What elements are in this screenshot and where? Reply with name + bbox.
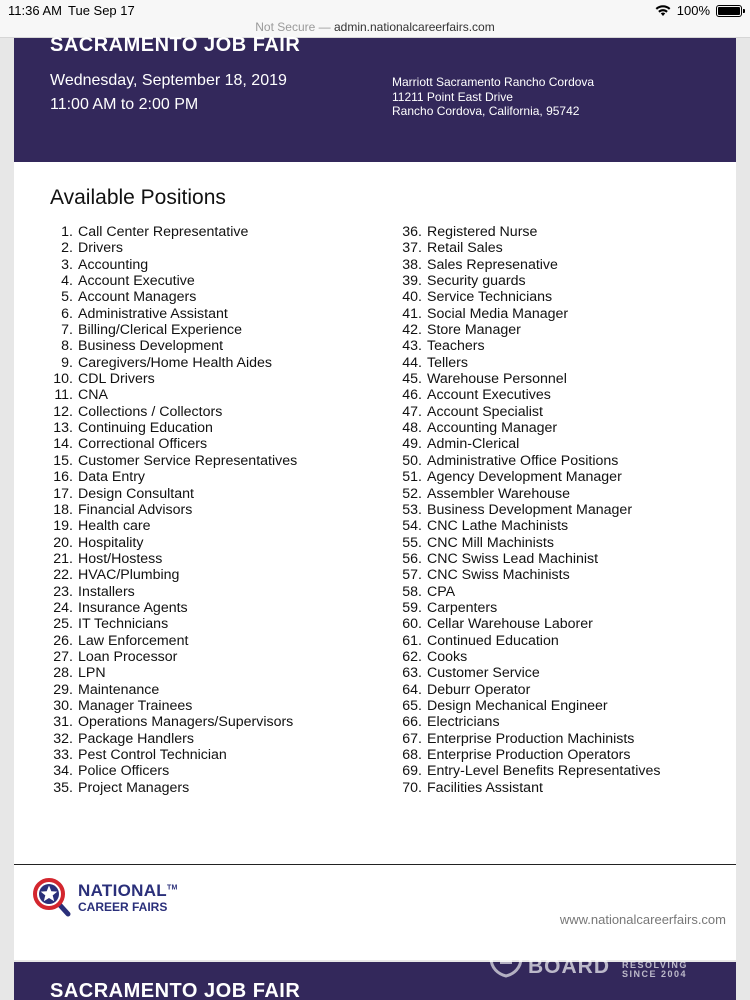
position-label: Operations Managers/Supervisors [78, 714, 294, 731]
position-number: 31. [53, 714, 73, 731]
position-label: Retail Sales [427, 240, 503, 257]
position-number: 34. [53, 763, 73, 780]
position-label: Store Manager [427, 322, 521, 339]
position-item [398, 322, 660, 338]
position-item [398, 682, 660, 698]
position-number: 64. [402, 681, 422, 698]
position-label: Call Center Representative [78, 224, 249, 240]
position-label: Account Executive [78, 273, 195, 290]
venue-street: 11211 Point East Drive [392, 90, 513, 104]
position-number: 66. [402, 714, 422, 731]
position-item [48, 453, 297, 469]
position-label: Business Development [78, 338, 224, 355]
position-label: Customer Service [427, 665, 540, 682]
position-item [48, 731, 297, 747]
position-number: 11. [54, 387, 73, 404]
position-number: 45. [402, 371, 422, 388]
wifi-icon [655, 5, 671, 17]
position-number: 68. [402, 747, 422, 763]
position-label: Package Handlers [78, 730, 194, 747]
venue-city: Rancho Cordova, California, 95742 [392, 104, 580, 118]
position-item [398, 763, 660, 779]
position-item [48, 535, 297, 551]
logo-national: NATIONAL [78, 880, 167, 900]
position-number: 56. [402, 550, 422, 567]
position-label: Correctional Officers [78, 436, 208, 453]
position-number: 61. [402, 632, 422, 649]
position-label: Host/Hostess [78, 550, 163, 567]
position-item [398, 731, 660, 747]
position-label: Design Mechanical Engineer [427, 697, 608, 714]
position-number: 44. [402, 354, 422, 371]
position-number: 18. [53, 501, 73, 518]
url-separator: — [315, 20, 334, 34]
position-item [48, 322, 297, 338]
position-number: 17. [53, 485, 73, 502]
position-label: Social Media Manager [427, 305, 569, 322]
position-number: 40. [402, 289, 422, 306]
position-label: Project Managers [78, 779, 190, 796]
position-label: CNC Mill Machinists [427, 534, 554, 551]
position-number: 1. [61, 224, 73, 240]
position-item [398, 469, 660, 485]
position-item [48, 502, 297, 518]
position-item [398, 404, 660, 420]
position-label: CNC Lathe Machinists [427, 518, 569, 535]
position-number: 60. [402, 616, 422, 633]
position-label: Hospitality [78, 534, 144, 551]
position-item [398, 257, 660, 273]
position-item [398, 747, 660, 763]
position-item [398, 355, 660, 371]
position-number: 22. [53, 567, 73, 584]
position-label: Loan Processor [78, 648, 178, 665]
watermark-line1: COMPLAINTS [528, 935, 671, 957]
position-item [48, 649, 297, 665]
position-label: Manager Trainees [78, 697, 193, 714]
position-item [48, 289, 297, 305]
position-number: 20. [53, 534, 73, 551]
position-label: Insurance Agents [78, 599, 188, 616]
position-label: Caregivers/Home Health Aides [78, 354, 272, 371]
position-item [398, 371, 660, 387]
position-label: Electricians [427, 714, 500, 731]
position-item [48, 469, 297, 485]
position-number: 2. [61, 240, 73, 257]
positions-list-left [48, 224, 297, 796]
position-number: 24. [53, 599, 73, 616]
position-label: IT Technicians [78, 616, 169, 633]
position-item [48, 780, 297, 796]
position-label: Enterprise Production Machinists [427, 730, 635, 747]
position-item [48, 616, 297, 632]
position-number: 25. [53, 616, 73, 633]
position-item [48, 355, 297, 371]
logo-trademark: TM [166, 883, 178, 891]
position-item [48, 436, 297, 452]
position-number: 38. [402, 256, 422, 273]
position-number: 16. [53, 469, 73, 486]
position-label: Health care [78, 518, 151, 535]
position-number: 43. [402, 338, 422, 355]
position-number: 41. [402, 305, 422, 322]
position-number: 50. [402, 452, 422, 469]
position-label: Financial Advisors [78, 501, 193, 518]
venue-name: Marriott Sacramento Rancho Cordova [392, 75, 595, 89]
position-number: 48. [402, 420, 422, 437]
position-item [398, 616, 660, 632]
position-number: 26. [53, 632, 73, 649]
security-label: Not Secure [255, 20, 316, 34]
position-item [398, 780, 660, 796]
position-label: Teachers [427, 338, 485, 355]
position-number: 9. [61, 354, 73, 371]
position-item [398, 698, 660, 714]
position-label: Accounting [78, 256, 149, 273]
position-label: CPA [427, 583, 456, 600]
position-label: Agency Development Manager [427, 469, 622, 486]
position-label: Carpenters [427, 599, 498, 616]
position-number: 5. [61, 289, 73, 306]
position-item [48, 584, 297, 600]
position-item [48, 518, 297, 534]
position-number: 58. [402, 583, 422, 600]
position-item [398, 584, 660, 600]
position-item [48, 665, 297, 681]
position-number: 23. [53, 583, 73, 600]
position-item [48, 420, 297, 436]
position-number: 14. [53, 436, 73, 453]
position-item [398, 273, 660, 289]
position-label: HVAC/Plumbing [78, 567, 180, 584]
position-item [398, 600, 660, 616]
position-number: 39. [402, 273, 422, 290]
next-flyer-title: SACRAMENTO JOB FAIR [50, 980, 301, 1000]
position-item [48, 240, 297, 256]
position-label: Cellar Warehouse Laborer [427, 616, 593, 633]
position-item [48, 682, 297, 698]
position-number: 42. [402, 322, 422, 339]
position-label: CNA [78, 387, 108, 404]
position-label: Maintenance [78, 681, 160, 698]
position-item [398, 502, 660, 518]
position-item [398, 535, 660, 551]
watermark-tagline: RESOLVING SINCE 2004 [622, 960, 688, 979]
position-label: Pest Control Technician [78, 747, 227, 763]
position-item [48, 698, 297, 714]
position-number: 37. [402, 240, 422, 257]
position-label: Deburr Operator [427, 681, 531, 698]
position-number: 67. [402, 730, 422, 747]
position-label: Administrative Office Positions [427, 452, 619, 469]
position-label: Tellers [427, 354, 468, 371]
position-number: 53. [402, 501, 422, 518]
position-number: 3. [61, 256, 73, 273]
position-label: Admin-Clerical [427, 436, 520, 453]
position-item [398, 567, 660, 583]
position-label: Customer Service Representatives [78, 452, 298, 469]
position-number: 54. [402, 518, 422, 535]
position-number: 47. [402, 403, 422, 420]
position-label: Law Enforcement [78, 632, 189, 649]
position-number: 15. [53, 452, 73, 469]
complaints-board-watermark [486, 934, 706, 984]
national-career-fairs-logo [32, 877, 178, 917]
position-item [48, 763, 297, 779]
status-date: Tue Sep 17 [68, 3, 135, 18]
position-item [48, 257, 297, 273]
position-label: Enterprise Production Operators [427, 747, 631, 763]
position-label: Account Executives [427, 387, 551, 404]
positions-heading: Available Positions [50, 186, 226, 209]
position-item [48, 747, 297, 763]
battery-icon [716, 5, 742, 17]
position-item [398, 387, 660, 403]
position-item [398, 289, 660, 305]
event-banner [14, 34, 736, 162]
position-label: Police Officers [78, 763, 170, 780]
position-item [48, 371, 297, 387]
position-number: 32. [53, 730, 73, 747]
position-item [398, 306, 660, 322]
position-number: 33. [53, 747, 73, 763]
position-label: Administrative Assistant [78, 305, 228, 322]
logo-career-fairs: CAREER FAIRS [78, 899, 168, 914]
position-label: Cooks [427, 648, 468, 665]
position-item [48, 633, 297, 649]
position-label: Registered Nurse [427, 224, 538, 240]
event-title: SACRAMENTO JOB FAIR [50, 34, 301, 56]
position-number: 29. [53, 681, 73, 698]
position-label: Design Consultant [78, 485, 194, 502]
position-number: 59. [402, 599, 422, 616]
position-label: Accounting Manager [427, 420, 558, 437]
position-number: 65. [402, 697, 422, 714]
ios-status-bar [0, 0, 750, 20]
position-item [398, 518, 660, 534]
positions-list-right [398, 224, 660, 796]
position-item [48, 306, 297, 322]
position-label: LPN [78, 665, 106, 682]
position-item [398, 240, 660, 256]
position-item [48, 404, 297, 420]
position-number: 62. [402, 648, 422, 665]
position-label: Drivers [78, 240, 123, 257]
event-date: Wednesday, September 18, 2019 [50, 72, 287, 89]
position-label: Continued Education [427, 632, 559, 649]
position-item [48, 567, 297, 583]
position-item [48, 600, 297, 616]
position-item [398, 420, 660, 436]
battery-percent: 100% [676, 3, 710, 18]
position-label: Account Managers [78, 289, 197, 306]
position-item [398, 436, 660, 452]
position-item [398, 649, 660, 665]
position-number: 12. [53, 403, 73, 420]
position-item [48, 338, 297, 354]
position-number: 13. [53, 420, 73, 437]
position-number: 19. [53, 518, 73, 535]
position-item [398, 714, 660, 730]
position-label: Account Specialist [427, 403, 543, 420]
position-label: Business Development Manager [427, 501, 633, 518]
position-item [48, 714, 297, 730]
position-label: Security guards [427, 273, 526, 290]
position-number: 55. [402, 534, 422, 551]
position-item [398, 453, 660, 469]
position-item [48, 551, 297, 567]
position-item [398, 224, 660, 240]
position-label: Billing/Clerical Experience [78, 322, 243, 339]
position-number: 57. [402, 567, 422, 584]
position-item [398, 338, 660, 354]
position-number: 70. [402, 779, 422, 796]
position-number: 36. [402, 224, 422, 240]
position-label: Entry-Level Benefits Representatives [427, 763, 661, 780]
event-time: 11:00 AM to 2:00 PM [50, 96, 199, 113]
position-item [398, 486, 660, 502]
position-item [398, 665, 660, 681]
position-label: Facilities Assistant [427, 779, 543, 796]
position-number: 6. [61, 305, 73, 322]
position-number: 8. [61, 338, 73, 355]
position-label: CNC Swiss Machinists [427, 567, 570, 584]
position-item [48, 224, 297, 240]
website-link[interactable]: www.nationalcareerfairs.com [559, 912, 726, 927]
position-number: 21. [53, 550, 73, 567]
position-item [48, 486, 297, 502]
position-number: 7. [61, 322, 73, 339]
position-item [398, 551, 660, 567]
position-number: 27. [53, 648, 73, 665]
position-label: Installers [78, 583, 135, 600]
watermark-line2: BOARD [528, 955, 610, 978]
status-time: 11:36 AM [8, 3, 62, 18]
position-label: Sales Represenative [427, 256, 558, 273]
position-number: 35. [53, 779, 73, 796]
position-label: Data Entry [78, 469, 146, 486]
shield-icon [488, 938, 524, 978]
position-number: 46. [402, 387, 422, 404]
position-number: 52. [402, 485, 422, 502]
position-item [398, 633, 660, 649]
magnifier-star-logo-icon [32, 877, 72, 917]
position-label: CNC Swiss Lead Machinist [427, 550, 599, 567]
position-item [48, 273, 297, 289]
position-number: 30. [53, 697, 73, 714]
position-number: 10. [53, 371, 73, 388]
position-label: Continuing Education [78, 420, 213, 437]
flyer-page [14, 34, 736, 864]
position-label: CDL Drivers [78, 371, 155, 388]
position-number: 28. [53, 665, 73, 682]
position-item [48, 387, 297, 403]
position-number: 63. [402, 665, 422, 682]
position-label: Service Technicians [427, 289, 553, 306]
position-label: Assembler Warehouse [427, 485, 570, 502]
position-number: 69. [402, 763, 422, 780]
position-number: 51. [402, 469, 422, 486]
position-number: 4. [61, 273, 73, 290]
position-label: Collections / Collectors [78, 403, 223, 420]
position-label: Warehouse Personnel [427, 371, 567, 388]
position-number: 49. [402, 436, 422, 453]
url-text[interactable]: admin.nationalcareerfairs.com [333, 20, 495, 34]
